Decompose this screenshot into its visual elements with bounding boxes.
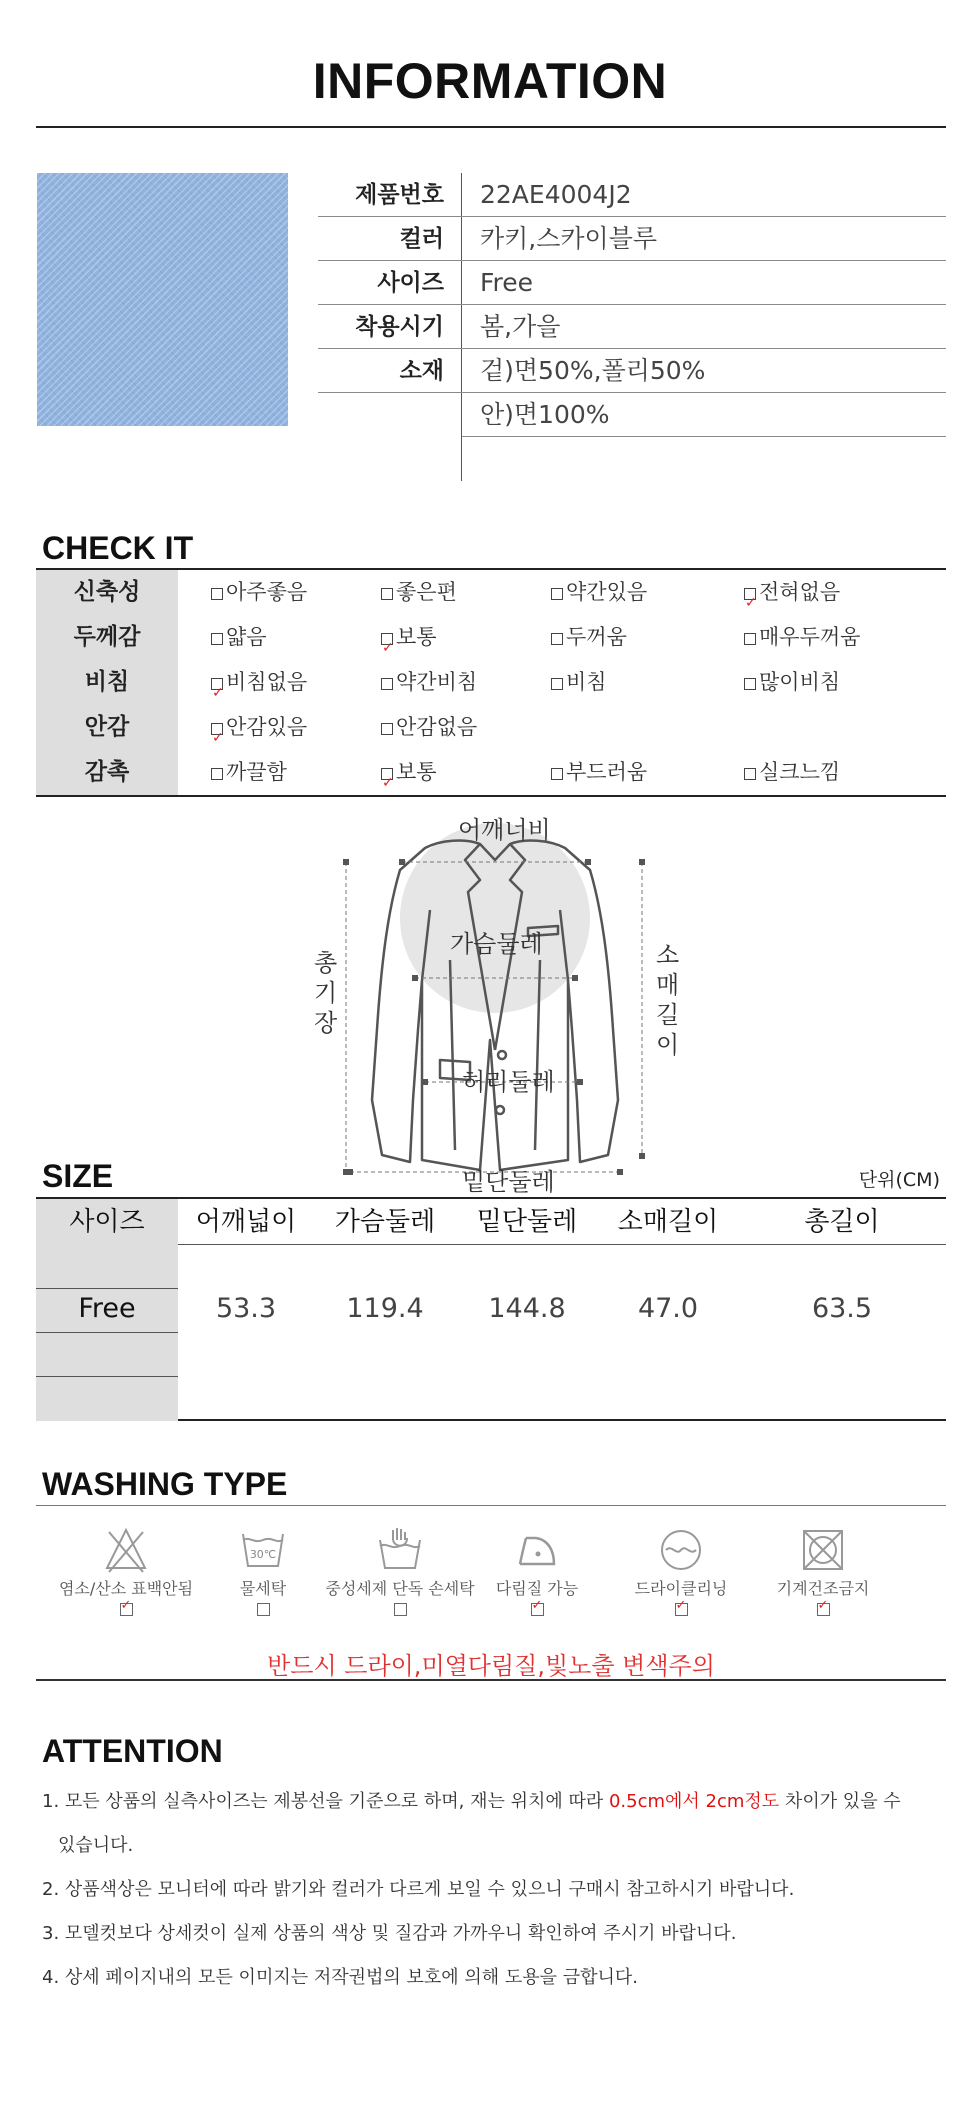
wash-checkbox-checked: [120, 1603, 133, 1616]
title-divider: [36, 126, 946, 128]
option-label: 약간있음: [566, 580, 648, 604]
size-value-hem: 144.8: [488, 1293, 566, 1324]
row-divider: [36, 1376, 178, 1377]
washing-icons-row: [36, 1505, 946, 1681]
info-key: 소재: [399, 358, 444, 384]
check-it-title: CHECK IT: [42, 530, 194, 566]
size-header-row: [36, 1199, 946, 1245]
attention-text: 차이가 있을 수: [779, 1791, 901, 1812]
label-chest: 가슴둘레: [450, 930, 543, 958]
option-label: 얇음: [226, 625, 267, 649]
measurement-diagram: [290, 800, 690, 1196]
check-option: [744, 615, 860, 660]
wash-label: 염소/산소 표백안됨: [58, 1579, 194, 1598]
check-label: 감촉: [36, 750, 178, 795]
check-row-sheerness: [36, 660, 946, 705]
option-label: 안감없음: [396, 715, 478, 739]
jacket-illustration-icon: [290, 800, 690, 1190]
checkbox-checked: [744, 588, 756, 600]
wash-item: [320, 1526, 480, 1620]
iron-icon: [514, 1526, 560, 1574]
option-label: 보통: [396, 760, 437, 784]
option-label: 안감있음: [226, 715, 308, 739]
wash-checkbox: [394, 1603, 407, 1616]
option-label: 아주좋음: [226, 580, 308, 604]
checkbox: [744, 633, 756, 645]
info-row-season: [318, 305, 946, 349]
checkbox: [551, 633, 563, 645]
attention-item: [42, 1780, 942, 1868]
dry-clean-icon: [658, 1526, 704, 1574]
check-row-thickness: [36, 615, 946, 660]
check-option: [381, 660, 477, 705]
option-label: 많이비침: [759, 670, 841, 694]
hand-wash-icon: [377, 1526, 423, 1574]
size-header-cell: 가슴둘레: [334, 1207, 436, 1237]
attention-list: [42, 1780, 942, 2000]
check-row-texture: [36, 750, 946, 795]
info-value: Free: [480, 268, 534, 297]
label-shoulder: 어깨너비: [458, 816, 551, 844]
washing-title: WASHING TYPE: [42, 1466, 288, 1502]
option-label: 까끌함: [226, 760, 287, 784]
size-header-cell: 어깨넓이: [195, 1207, 297, 1237]
check-row-lining: [36, 705, 946, 750]
info-key: 사이즈: [377, 270, 444, 296]
info-value: 겉)면50%,폴리50%: [480, 356, 706, 385]
size-value-shoulder: 53.3: [215, 1293, 277, 1324]
info-row-material-inner: [462, 393, 946, 437]
check-label: 신축성: [36, 570, 178, 615]
wash-checkbox: [257, 1603, 270, 1616]
wash-checkbox-checked: [817, 1603, 830, 1616]
size-value-total: 63.5: [811, 1293, 873, 1324]
attention-highlight: 0.5cm에서 2cm정도: [608, 1791, 780, 1812]
info-value: 안)면100%: [480, 400, 610, 429]
info-value: 22AE4004J2: [480, 180, 632, 209]
attention-text: 1. 모든 상품의 실측사이즈는 제봉선을 기준으로 하며, 재는 위치에 따라: [42, 1791, 609, 1812]
check-option: [381, 705, 477, 750]
wash-item: [601, 1526, 761, 1620]
checkbox: [551, 768, 563, 780]
check-option: [551, 750, 647, 795]
check-option: [211, 705, 307, 750]
option-label: 비침없음: [226, 670, 308, 694]
label-hem: 밑단둘레: [462, 1168, 555, 1196]
checkbox: [551, 678, 563, 690]
size-value-sleeve: 47.0: [637, 1293, 699, 1324]
checkbox-checked: [211, 678, 223, 690]
label-waist: 허리둘레: [462, 1068, 555, 1096]
wash-item: [457, 1526, 617, 1620]
checkbox: [551, 588, 563, 600]
label-sleeve-length: 소 매 길 이: [656, 941, 680, 1059]
wash-item: [183, 1526, 343, 1620]
option-label: 약간비침: [396, 670, 478, 694]
info-key: 컬러: [399, 226, 444, 252]
checkbox: [381, 678, 393, 690]
attention-item: 3. 모델컷보다 상세컷이 실제 상품의 색상 및 질감과 가까우니 확인하여 주시기 바랍니다.: [42, 1923, 737, 1944]
check-option: [211, 660, 307, 705]
option-label: 좋은편: [396, 580, 457, 604]
water-wash-30-icon: [240, 1526, 286, 1574]
check-option: [551, 570, 647, 615]
no-bleach-icon: [103, 1526, 149, 1574]
wash-label: 중성세제 단독 손세탁: [325, 1579, 475, 1598]
checkbox: [381, 588, 393, 600]
attention-item: 2. 상품색상은 모니터에 따라 밝기와 컬러가 다르게 보일 수 있으니 구매시 참고하시기 바랍니다.: [42, 1879, 795, 1900]
checkbox-checked: [381, 633, 393, 645]
check-option: [744, 660, 840, 705]
info-row-material: [318, 349, 946, 393]
check-option: [211, 570, 307, 615]
check-option: [744, 750, 840, 795]
info-row-product-code: [318, 173, 946, 217]
option-label: 두꺼움: [566, 625, 627, 649]
option-label: 비침: [566, 670, 607, 694]
product-info-table: [318, 173, 946, 437]
check-option: [211, 615, 267, 660]
checkbox: [211, 633, 223, 645]
label-total-length: 총 기 장: [314, 949, 338, 1037]
size-title: SIZE: [42, 1158, 114, 1194]
option-label: 부드러움: [566, 760, 648, 784]
wash-label: 물세탁: [239, 1579, 287, 1598]
attention-item: 4. 상세 페이지내의 모든 이미지는 저작권법의 보호에 의해 도용을 금합니다.: [42, 1967, 639, 1988]
attention-title: ATTENTION: [42, 1733, 223, 1769]
checkbox: [744, 768, 756, 780]
check-label: 안감: [36, 705, 178, 750]
checkbox: [381, 723, 393, 735]
attention-text: 있습니다.: [58, 1835, 134, 1856]
row-divider: [36, 1332, 178, 1333]
fabric-swatch-image: [37, 173, 288, 426]
size-value-chest: 119.4: [346, 1293, 424, 1324]
info-row-size: [318, 261, 946, 305]
size-label-column: [36, 1245, 178, 1421]
checkbox: [211, 588, 223, 600]
page-title: INFORMATION: [312, 53, 668, 109]
check-it-table: [36, 568, 946, 797]
checkbox: [744, 678, 756, 690]
check-option: [744, 570, 840, 615]
check-label: 비침: [36, 660, 178, 705]
info-row-color: [318, 217, 946, 261]
checkbox-checked: [211, 723, 223, 735]
size-header-cell: 사이즈: [36, 1199, 178, 1245]
check-option: [551, 660, 607, 705]
info-value: 봄,가을: [480, 312, 561, 341]
option-label: 매우두꺼움: [759, 625, 861, 649]
size-header-cell: 소매길이: [617, 1207, 719, 1237]
checkbox: [211, 768, 223, 780]
wash-checkbox-checked: [531, 1603, 544, 1616]
wash-label: 기계건조금지: [776, 1579, 870, 1598]
check-option: [381, 570, 457, 615]
option-label: 보통: [396, 625, 437, 649]
info-key: 제품번호: [355, 182, 444, 208]
size-unit: 단위(CM): [858, 1169, 940, 1191]
check-option: [551, 615, 627, 660]
option-label: 전혀없음: [759, 580, 841, 604]
wash-label: 드라이클리닝: [634, 1579, 728, 1598]
wash-item: [46, 1526, 206, 1620]
option-label: 실크느낌: [759, 760, 841, 784]
checkbox-checked: [381, 768, 393, 780]
svg-text:30℃: 30℃: [249, 1548, 277, 1561]
check-option: [381, 750, 437, 795]
size-header-cell: 밑단둘레: [476, 1207, 578, 1237]
washing-warning: 반드시 드라이,미열다림질,빛노출 변색주의: [267, 1652, 715, 1680]
info-value: 카키,스카이블루: [480, 224, 657, 253]
info-key: 착용시기: [355, 314, 444, 340]
wash-checkbox-checked: [675, 1603, 688, 1616]
no-tumble-dry-icon: [800, 1526, 846, 1574]
size-header-cell: 총길이: [804, 1207, 880, 1237]
size-row-label: Free: [78, 1293, 136, 1324]
wash-item: [743, 1526, 903, 1620]
check-option: [211, 750, 287, 795]
check-label: 두께감: [36, 615, 178, 660]
check-option: [381, 615, 437, 660]
wash-label: 다림질 가능: [495, 1579, 579, 1598]
check-row-stretch: [36, 570, 946, 615]
